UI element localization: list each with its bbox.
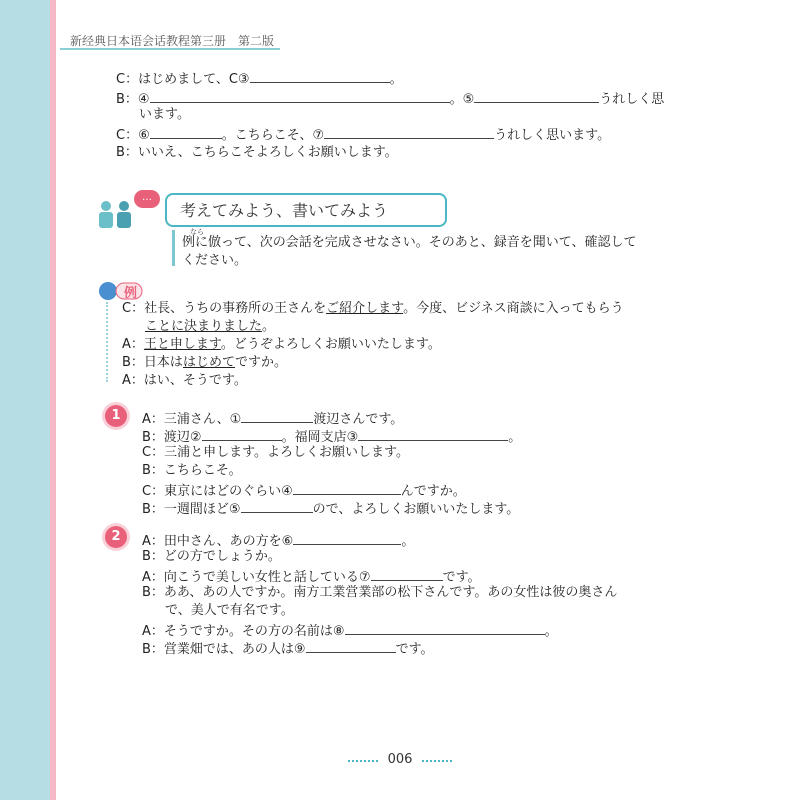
speaker-label: C： xyxy=(122,301,145,316)
answer-blank[interactable] xyxy=(358,426,508,441)
answer-blank[interactable] xyxy=(306,638,396,653)
example-line: C：社長、うちの事務所の王さんをご紹介します。今度、ビジネス商談に入ってもらう xyxy=(122,301,624,316)
answer-blank[interactable] xyxy=(202,426,282,441)
answer-blank[interactable] xyxy=(474,88,599,103)
exercise-line: B：一週間ほど⑤ ので、よろしくお願いいたします。 xyxy=(142,498,519,519)
exercise-line: B：ああ、あの人ですか。南方工業営業部の松下さんです。あの女性は彼の奥さん xyxy=(142,585,618,600)
exercise-line: B：どの方でしょうか。 xyxy=(142,549,281,564)
speaker-label: B： xyxy=(116,92,138,107)
exercise-line: A：向こうで美しい女性と話している⑦ です。 xyxy=(142,566,481,587)
header-rule xyxy=(60,48,280,50)
answer-blank[interactable] xyxy=(293,480,401,495)
speaker-label: C： xyxy=(142,445,165,460)
dialog-line: B：いいえ、こちらこそよろしくお願いします。 xyxy=(116,145,398,160)
speaker-label: A： xyxy=(142,534,164,549)
exercise-line: A：三浦さん、① 渡辺さんです。 xyxy=(142,408,403,429)
example-line: A：王と申します。どうぞよろしくお願いいたします。 xyxy=(122,337,441,352)
answer-blank[interactable] xyxy=(150,124,222,139)
speaker-label: B： xyxy=(142,549,164,564)
example-label: 例 xyxy=(124,286,138,301)
answer-blank[interactable] xyxy=(293,530,401,545)
speaker-label: A： xyxy=(142,570,164,585)
dialog-line: います。 xyxy=(139,107,190,122)
exercise-line: B：こちらこそ。 xyxy=(142,463,242,478)
dialog-line: B：④ 。⑤ うれしく思 xyxy=(116,88,664,109)
answer-blank[interactable] xyxy=(241,498,313,513)
dialog-line: C：⑥ 。こちらこそ、⑦ うれしく思います。 xyxy=(116,124,610,145)
exercise-line: A：そうですか。その方の名前は⑧ 。 xyxy=(142,620,558,641)
footer-ornament-right xyxy=(422,760,452,762)
speaker-label: B： xyxy=(142,463,164,478)
speaker-label: B： xyxy=(142,585,164,600)
exercise-line: C：三浦と申します。よろしくお願いします。 xyxy=(142,445,409,460)
speaker-label: B： xyxy=(142,502,164,517)
answer-blank[interactable] xyxy=(324,124,494,139)
speaker-label: C： xyxy=(116,72,139,87)
speaker-label: A： xyxy=(142,412,164,427)
side-band xyxy=(0,0,50,800)
exercise-line: で、美人で有名です。 xyxy=(165,603,294,618)
answer-blank[interactable] xyxy=(150,88,450,103)
exercise-line: B：渡辺② 。福岡支店③ 。 xyxy=(142,426,521,447)
furigana: なら xyxy=(190,228,204,236)
example-badge xyxy=(98,281,144,301)
section-title: 考えてみよう、書いてみよう xyxy=(180,201,389,220)
speaker-label: B： xyxy=(142,642,164,657)
instruction-text: 例に倣って、次の会話を完成させなさい。そのあと、録音を聞いて、確認して xyxy=(182,235,637,250)
speaker-label: B： xyxy=(122,355,144,370)
speaker-label: B： xyxy=(142,430,164,445)
running-header: 新经典日本语会话教程第三册 第二版 xyxy=(70,34,275,48)
answer-blank[interactable] xyxy=(241,408,313,423)
answer-blank[interactable] xyxy=(250,68,390,83)
answer-blank[interactable] xyxy=(371,566,443,581)
speaker-label: B： xyxy=(116,145,138,160)
answer-blank[interactable] xyxy=(345,620,545,635)
speaker-label: A： xyxy=(122,337,144,352)
exercise-1-badge: 1 xyxy=(105,405,127,427)
speaker-label: C： xyxy=(142,484,165,499)
instruction-bar xyxy=(172,230,175,266)
example-line: ことに決まりました。 xyxy=(145,319,276,334)
speaker-label: A： xyxy=(142,624,164,639)
page-number: 006 xyxy=(387,752,413,767)
exercise-line: A：田中さん、あの方を⑥ 。 xyxy=(142,530,414,551)
speech-bubble-icon: … xyxy=(134,190,160,208)
speaker-label: A： xyxy=(122,373,144,388)
speaker-label: C： xyxy=(116,128,139,143)
people-icon xyxy=(96,200,136,228)
exercise-line: B：営業畑では、あの人は⑨ です。 xyxy=(142,638,434,659)
dialog-line: C：はじめまして、C③ 。 xyxy=(116,68,403,89)
example-dotted-rule xyxy=(106,302,108,382)
example-line: A：はい、そうです。 xyxy=(122,373,247,388)
exercise-line: C：東京にはどのぐらい④ んですか。 xyxy=(142,480,466,501)
side-accent-stripe xyxy=(50,0,56,800)
exercise-2-badge: 2 xyxy=(105,526,127,548)
example-line: B：日本ははじめてですか。 xyxy=(122,355,287,370)
instruction-text: ください。 xyxy=(182,253,248,268)
